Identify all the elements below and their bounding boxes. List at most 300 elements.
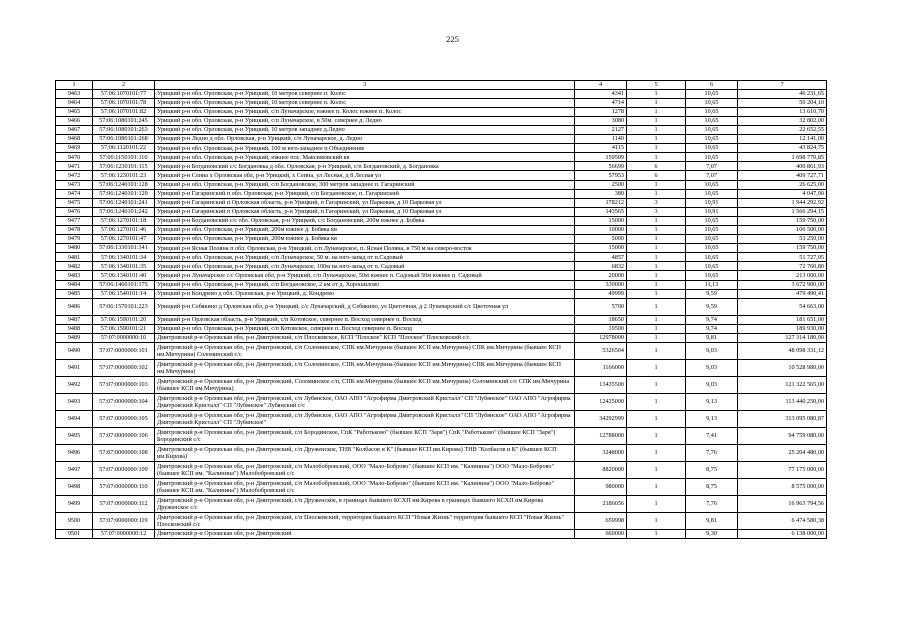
area-cell: 660000 (575, 530, 627, 539)
area-cell: 13435500 (575, 377, 627, 394)
rate-cell: 9,81 (686, 513, 738, 530)
area-cell: 159509 (575, 153, 627, 162)
header-cell-6: 6 (686, 81, 738, 90)
cadastral-number-cell: 57:06:1540101:14 (93, 289, 155, 298)
table-row (56, 280, 827, 289)
area-cell: 56699 (575, 162, 627, 171)
rate-cell: 10,65 (686, 189, 738, 198)
address-cell: Дмитровский р-н Орловская обл, р-н Дмитровский, с/п Лубянское, ОАО АПО "Агрофирма Дмитровский Кристалл" СП "Лубянское" ОАО АПО "Агрофирма Дмитровский Кристалл" СП "Лубянское" Лубянский с/с (155, 394, 575, 411)
rate-cell: 10,65 (686, 98, 738, 107)
row-number-cell: 9493 (56, 394, 93, 411)
address-cell: Дмитровский р-н Орловская обл, р-н Дмитровский, с/п Друженское, ТНВ "Колбасов и К" (бывшее КСП им.Кирова) ТНВ "Колбасов и К" (бывшее КСП им.Кирова) (155, 445, 575, 462)
category-cell: 1 (627, 513, 686, 530)
row-number-cell: 9499 (56, 496, 93, 513)
rate-cell: 9,30 (686, 530, 738, 539)
address-cell: Урицкий р-н Ледно д обл. Орловская, р-н Урицкий, с/п Луначарское, д. Ледно (155, 135, 575, 144)
table-row (56, 360, 827, 377)
category-cell: 1 (627, 280, 686, 289)
area-cell: 15000 (575, 216, 627, 225)
rate-cell: 7,07 (686, 171, 738, 180)
row-number-cell: 9492 (56, 377, 93, 394)
category-cell: 1 (627, 180, 686, 189)
table-row (56, 244, 827, 253)
address-cell: Дмитровский р-н Орловская обл, р-н Дмитровский, с/п Соломинское, СПК им.Мичурина (бывшее КСП им.Мичурина) СПК им.Мичурина (бывшее КСП им.Мичурина) (155, 360, 575, 377)
area-cell: 178212 (575, 198, 627, 207)
area-cell: 330000 (575, 280, 627, 289)
address-cell: Урицкий р-н обл. Орловская, р-н Урицкий, с/п Луначарское, в 50м. севернее д. Ледно (155, 116, 575, 125)
header-cell-3: 3 (155, 81, 575, 90)
cadastral-number-cell: 57:06:1340101:40 (93, 271, 155, 280)
value-cell: 1 944 292,92 (738, 198, 827, 207)
cadastral-number-cell: 57:07:0000000:110 (93, 479, 155, 496)
rate-cell: 8,75 (686, 479, 738, 496)
cadastral-number-cell: 57:06:1340101:34 (93, 253, 155, 262)
address-cell: Урицкий р-н Сеина х Орловская обл, р-н Урицкий, х Сеина, ул Лесная, д 8 Лесная ул (155, 171, 575, 180)
rate-cell: 10,65 (686, 226, 738, 235)
rate-cell: 9,03 (686, 360, 738, 377)
area-cell: 3248000 (575, 445, 627, 462)
category-cell: 1 (627, 289, 686, 298)
address-cell: Урицкий р-н Гагаринский п Орловская область, р-н Урицкий, п Гагаринский, ул Парковая, д 10 Парковая ул (155, 198, 575, 207)
table-row (56, 162, 827, 171)
table-row (56, 315, 827, 324)
address-cell: Урицкий р-н обл. Орловская, р-н Урицкий, 100 м юго-западнее п Объединение (155, 144, 575, 153)
category-cell: 1 (627, 394, 686, 411)
cadastral-number-cell: 57:06:1240101:128 (93, 180, 155, 189)
category-cell: 3 (627, 207, 686, 216)
category-cell: 1 (627, 496, 686, 513)
table-row (56, 125, 827, 134)
rate-cell: 7,07 (686, 162, 738, 171)
row-number-cell: 9466 (56, 116, 93, 125)
header-cell-1: 1 (56, 81, 93, 90)
category-cell: 1 (627, 235, 686, 244)
value-cell: 43 824,75 (738, 144, 827, 153)
value-cell: 479 490,41 (738, 289, 827, 298)
area-cell: 5326504 (575, 343, 627, 360)
row-number-cell: 9501 (56, 530, 93, 539)
category-cell: 1 (627, 89, 686, 98)
rate-cell: 10,65 (686, 235, 738, 244)
table-row (56, 107, 827, 116)
address-cell: Урицкий р-н обл. Орловская, р-н Урицкий, с/п Луначарское, южнее п. Колос южнее п. Колос (155, 107, 575, 116)
value-cell: 25 204 480,00 (738, 445, 827, 462)
table-body (56, 89, 827, 539)
value-cell: 54 663,00 (738, 298, 827, 315)
area-cell: 15000 (575, 244, 627, 253)
rate-cell: 9,74 (686, 315, 738, 324)
category-cell: 1 (627, 445, 686, 462)
rate-cell: 10,65 (686, 216, 738, 225)
rate-cell: 9,03 (686, 343, 738, 360)
row-number-cell: 9500 (56, 513, 93, 530)
category-cell: 1 (627, 530, 686, 539)
cadastral-number-cell: 57:07:0000000:12 (93, 530, 155, 539)
cadastral-number-cell: 57:06:1570101:223 (93, 298, 155, 315)
table-row (56, 271, 827, 280)
value-cell: 1 566 294,15 (738, 207, 827, 216)
row-number-cell: 9488 (56, 324, 93, 333)
row-number-cell: 9478 (56, 226, 93, 235)
cadastral-number-cell: 57:06:1150101:110 (93, 153, 155, 162)
value-cell: 189 930,00 (738, 324, 827, 333)
value-cell: 1 698 770,85 (738, 153, 827, 162)
rate-cell: 9,59 (686, 289, 738, 298)
area-cell: 5700 (575, 298, 627, 315)
table-row (56, 189, 827, 198)
address-cell: Урицкий р-н обл. Орловская, р-н Урицкий, с/п Котовское, севернее п. Восход севернее п. Восход (155, 324, 575, 333)
table-row (56, 144, 827, 153)
cadastral-number-cell: 57:06:1590101:20 (93, 315, 155, 324)
value-cell: 106 500,00 (738, 226, 827, 235)
category-cell: 1 (627, 428, 686, 445)
value-cell: 313 095 080,87 (738, 411, 827, 428)
cadastral-table (55, 80, 826, 539)
row-number-cell: 9497 (56, 462, 93, 479)
row-number-cell: 9487 (56, 315, 93, 324)
value-cell: 13 610,70 (738, 107, 827, 116)
value-cell: 53 250,00 (738, 235, 827, 244)
cadastral-number-cell: 57:07:0000000:112 (93, 496, 155, 513)
cadastral-number-cell: 57:06:1240101:129 (93, 189, 155, 198)
area-cell: 49999 (575, 289, 627, 298)
category-cell: 1 (627, 411, 686, 428)
rate-cell: 10,65 (686, 116, 738, 125)
address-cell: Урицкий р-н Богдановский с/с Богдановка д обл. Орловская, р-н Урицкий, с/п Богдановский, д. Богдановка (155, 162, 575, 171)
rate-cell: 10,65 (686, 253, 738, 262)
table-row (56, 235, 827, 244)
area-cell: 1278 (575, 107, 627, 116)
address-cell: Дмитровский р-н Орловская обл, р-н Дмитровский, с/п Бородинское, СпК "Работьково" (бывшее КСП "Заря") СпК "Работьково" (бывшее КСП "Заря") Бородинский с/с (155, 428, 575, 445)
area-cell: 6832 (575, 262, 627, 271)
area-cell: 12788000 (575, 428, 627, 445)
category-cell: 1 (627, 298, 686, 315)
cadastral-number-cell: 57:06:1070101:77 (93, 89, 155, 98)
row-number-cell: 9463 (56, 89, 93, 98)
rate-cell: 10,65 (686, 89, 738, 98)
area-cell: 3080 (575, 116, 627, 125)
row-number-cell: 9498 (56, 479, 93, 496)
cadastral-number-cell: 57:06:1080101:245 (93, 116, 155, 125)
table-row (56, 324, 827, 333)
area-cell: 659998 (575, 513, 627, 530)
table-row (56, 462, 827, 479)
header-cell-2: 2 (93, 81, 155, 90)
address-cell: Дмитровский р-н Орловская обл, р-н Дмитровский, с/п Соломинское, СПК им.Мичурина (бывшее КСП им.Мичурина) СПК им.Мичурина (бывшее КСП им.Мичурина) Соломинский с/с (155, 343, 575, 360)
value-cell: 26 625,00 (738, 180, 827, 189)
row-number-cell: 9489 (56, 333, 93, 342)
row-number-cell: 9481 (56, 253, 93, 262)
cadastral-number-cell: 57:07:0000000:102 (93, 360, 155, 377)
category-cell: 1 (627, 189, 686, 198)
category-cell: 1 (627, 343, 686, 360)
table-row (56, 298, 827, 315)
cadastral-number-cell: 57:06:1070101:82 (93, 107, 155, 116)
table-row (56, 445, 827, 462)
address-cell: Урицкий р-н обл. Орловская, р-н Урицкий, южнее пос. Максимовский кв (155, 153, 575, 162)
cadastral-number-cell: 57:07:0000000:105 (93, 411, 155, 428)
area-cell: 380 (575, 189, 627, 198)
address-cell: Урицкий р-н обл. Орловская, р-н Урицкий, с/п Богдановское, 2 км от д. Хорошилово (155, 280, 575, 289)
table-row (56, 411, 827, 428)
value-cell: 121 322 565,00 (738, 377, 827, 394)
rate-cell: 9,81 (686, 333, 738, 342)
address-cell: Урицкий р-н Себякино д Орловская обл, р-н Урицкий, с/с Луначарский, д Себякино, ул Цветочная, д 2 Луначарский с/с Цветочная ул (155, 298, 575, 315)
table-row (56, 198, 827, 207)
data-table (55, 80, 827, 539)
table-row (56, 496, 827, 513)
category-cell: 1 (627, 333, 686, 342)
cadastral-number-cell: 57:07:0000000:106 (93, 428, 155, 445)
table-row (56, 226, 827, 235)
address-cell: Урицкий р-н обл. Орловская, р-н Урицкий, 10 метров западнее д.Ледно (155, 125, 575, 134)
area-cell: 12425000 (575, 394, 627, 411)
row-number-cell: 9494 (56, 411, 93, 428)
address-cell: Урицкий р-н обл. Орловская, р-н Урицкий, 10 метров севернее п. Колос (155, 98, 575, 107)
address-cell: Урицкий р-н обл. Орловская, р-н Урицкий, 10 метров севернее п. Колос (155, 89, 575, 98)
value-cell: 8 575 000,00 (738, 479, 827, 496)
table-row (56, 89, 827, 98)
table-row (56, 377, 827, 394)
value-cell: 113 440 250,00 (738, 394, 827, 411)
category-cell: 1 (627, 253, 686, 262)
value-cell: 77 175 000,00 (738, 462, 827, 479)
area-cell: 12978000 (575, 333, 627, 342)
category-cell: 1 (627, 479, 686, 496)
value-cell: 181 651,00 (738, 315, 827, 324)
category-cell: 1 (627, 462, 686, 479)
category-cell: 1 (627, 377, 686, 394)
category-cell: 1 (627, 324, 686, 333)
area-cell: 10000 (575, 226, 627, 235)
row-number-cell: 9483 (56, 271, 93, 280)
row-number-cell: 9482 (56, 262, 93, 271)
value-cell: 10 528 980,00 (738, 360, 827, 377)
address-cell: Дмитровский р-н Орловская обл, р-н Дмитровский, с/п Малобобровский, ООО "Мало-Боброво" (бывшее КСП им. "Калинина") ООО "Мало-Боброво" (бывшее КСП им. "Калинина") Малобобровский с/с (155, 462, 575, 479)
table-row (56, 428, 827, 445)
address-cell: Урицкий р-н обл. Орловская, р-н Урицкий, 200м южнее д. Бобяка кв (155, 226, 575, 235)
row-number-cell: 9496 (56, 445, 93, 462)
address-cell: Урицкий р-н Гагаринский п обл. Орловская, р-н Урицкий, с/п Богдановское, п. Гагаринский (155, 189, 575, 198)
cadastral-number-cell: 57:07:0000000:119 (93, 513, 155, 530)
category-cell: 1 (627, 226, 686, 235)
address-cell: Дмитровский р-н Орловская обл, р-н Дмитровский, с/п Плосковский, территория бывшего КСП "Новая Жизнь" территория бывшего КСП "Новая Жизнь" Плосковский с/с (155, 513, 575, 530)
value-cell: 213 000,00 (738, 271, 827, 280)
cadastral-number-cell: 57:07:0000000:101 (93, 343, 155, 360)
row-number-cell: 9484 (56, 280, 93, 289)
row-number-cell: 9490 (56, 343, 93, 360)
value-cell: 159 750,00 (738, 244, 827, 253)
category-cell: 1 (627, 360, 686, 377)
value-cell: 32 802,00 (738, 116, 827, 125)
area-cell: 4115 (575, 144, 627, 153)
value-cell: 51 727,05 (738, 253, 827, 262)
table-row (56, 343, 827, 360)
category-cell: 1 (627, 135, 686, 144)
row-number-cell: 9486 (56, 298, 93, 315)
address-cell: Дмитровский р-н Орловская обл, р-н Дмитровский (155, 530, 575, 539)
address-cell: Урицкий р-н Ясная Поляна п обл. Орловская, р-н Урицкий, с/п Луначарское, п. Ясная Поляна, в 750 м на северо-восток (155, 244, 575, 253)
area-cell: 8820000 (575, 462, 627, 479)
row-number-cell: 9480 (56, 244, 93, 253)
cadastral-number-cell: 57:06:1270101:18 (93, 216, 155, 225)
category-cell: 1 (627, 244, 686, 253)
value-cell: 3 672 900,00 (738, 280, 827, 289)
category-cell: 1 (627, 144, 686, 153)
address-cell: Дмитровский р-н Орловская обл, р-н Дмитровский, с/п Друженское, в границах бывшего КСХП им.Кирова в границах бывшего КСХП им.Кирова Друженское с/с (155, 496, 575, 513)
area-cell: 18650 (575, 315, 627, 324)
address-cell: Урицкий р-н Луначарское с/с Орловская обл, р-н Урицкий, с/п Луначарское, 50м южнее п. Садовый 50м южнее п. Садовый (155, 271, 575, 280)
address-cell: Урицкий р-н Богдановский с/с обл. Орловская, р-н Урицкий, с/с Богдановский, 200м южнее д. Бобяка (155, 216, 575, 225)
row-number-cell: 9467 (56, 125, 93, 134)
address-cell: Дмитровский р-н Орловская обл, р-н Дмитровский, с/п Лубянское, ОАО АПО "Агрофирма Дмитровский Кристалл" СП "Лубянское" ОАО АПО "Агрофирма Дмитровский Кристалл" СП "Лубянское" (155, 411, 575, 428)
rate-cell: 8,75 (686, 462, 738, 479)
cadastral-number-cell: 57:06:1070101:78 (93, 98, 155, 107)
area-cell: 4714 (575, 98, 627, 107)
rate-cell: 10,65 (686, 144, 738, 153)
table-row (56, 98, 827, 107)
area-cell: 143565 (575, 207, 627, 216)
rate-cell: 7,41 (686, 428, 738, 445)
rate-cell: 11,13 (686, 280, 738, 289)
cadastral-number-cell: 57:06:1080101:268 (93, 135, 155, 144)
rate-cell: 9,13 (686, 411, 738, 428)
address-cell: Дмитровский р-н Орловская обл, р-н Дмитровский, с/п Плосковское, КСП "Плоское" КСП "Плоское" Плосковский с/с (155, 333, 575, 342)
value-cell: 48 098 331,12 (738, 343, 827, 360)
value-cell: 22 652,55 (738, 125, 827, 134)
value-cell: 400 861,93 (738, 162, 827, 171)
category-cell: 1 (627, 98, 686, 107)
table-row (56, 153, 827, 162)
value-cell: 46 231,65 (738, 89, 827, 98)
value-cell: 127 314 180,00 (738, 333, 827, 342)
table-row (56, 180, 827, 189)
area-cell: 2500 (575, 180, 627, 189)
value-cell: 6 138 000,00 (738, 530, 827, 539)
cadastral-number-cell: 57:06:1270101:47 (93, 235, 155, 244)
category-cell: 1 (627, 116, 686, 125)
rate-cell: 10,65 (686, 271, 738, 280)
rate-cell: 10,65 (686, 244, 738, 253)
cadastral-number-cell: 57:07:0000000:104 (93, 394, 155, 411)
cadastral-number-cell: 57:06:1330101:141 (93, 244, 155, 253)
cadastral-number-cell: 57:06:1340101:35 (93, 262, 155, 271)
area-cell: 20000 (575, 271, 627, 280)
category-cell: 6 (627, 162, 686, 171)
table-row (56, 394, 827, 411)
address-cell: Урицкий р-н обл. Орловская, р-н Урицкий, 200м южнее д. Бобяка кв (155, 235, 575, 244)
table-row (56, 333, 827, 342)
category-cell: 3 (627, 198, 686, 207)
area-cell: 4341 (575, 89, 627, 98)
table-row (56, 530, 827, 539)
rate-cell: 9,74 (686, 324, 738, 333)
category-cell: 1 (627, 153, 686, 162)
cadastral-number-cell: 57:07:0000000:108 (93, 445, 155, 462)
cadastral-number-cell: 57:06:1120101:22 (93, 144, 155, 153)
category-cell: 1 (627, 107, 686, 116)
rate-cell: 10,65 (686, 107, 738, 116)
address-cell: Урицкий р-н Кондрево д обл. Орловская, р-н Урицкий, д. Кондрево (155, 289, 575, 298)
address-cell: Урицкий р-н обл. Орловская, р-н Урицкий, с/п Луначарское, 100м на юго-запад от п. Садовый (155, 262, 575, 271)
table-row (56, 207, 827, 216)
rate-cell: 10,65 (686, 135, 738, 144)
rate-cell: 10,65 (686, 125, 738, 134)
cadastral-number-cell: 57:07:0000000:10 (93, 333, 155, 342)
row-number-cell: 9468 (56, 135, 93, 144)
rate-cell: 9,13 (686, 394, 738, 411)
header-row (56, 81, 827, 90)
table-row (56, 116, 827, 125)
table-row (56, 513, 827, 530)
table-row (56, 253, 827, 262)
value-cell: 50 204,10 (738, 98, 827, 107)
address-cell: Урицкий р-н обл. Орловская, р-н Урицкий, с/п Богдановское, 300 метров западнее п. Гагаринский (155, 180, 575, 189)
row-number-cell: 9476 (56, 207, 93, 216)
row-number-cell: 9473 (56, 180, 93, 189)
category-cell: 1 (627, 216, 686, 225)
table-row (56, 216, 827, 225)
table-row (56, 289, 827, 298)
category-cell: 1 (627, 315, 686, 324)
rate-cell: 10,91 (686, 198, 738, 207)
table-row (56, 135, 827, 144)
table-row (56, 171, 827, 180)
cadastral-number-cell: 57:06:1080101:263 (93, 125, 155, 134)
row-number-cell: 9472 (56, 171, 93, 180)
row-number-cell: 9477 (56, 216, 93, 225)
header-cell-7: 7 (738, 81, 827, 90)
rate-cell: 9,59 (686, 298, 738, 315)
value-cell: 4 047,00 (738, 189, 827, 198)
row-number-cell: 9479 (56, 235, 93, 244)
rate-cell: 9,03 (686, 377, 738, 394)
cadastral-number-cell: 57:06:1240101:241 (93, 198, 155, 207)
row-number-cell: 9491 (56, 360, 93, 377)
cadastral-number-cell: 57:06:1240101:242 (93, 207, 155, 216)
value-cell: 12 141,00 (738, 135, 827, 144)
row-number-cell: 9485 (56, 289, 93, 298)
category-cell: 1 (627, 125, 686, 134)
address-cell: Урицкий р-н обл. Орловская, р-н Урицкий, с/п Луначарское, 50 м. на юго-запад от п.Садовый (155, 253, 575, 262)
area-cell: 57953 (575, 171, 627, 180)
area-cell: 5000 (575, 235, 627, 244)
area-cell: 980000 (575, 479, 627, 496)
rate-cell: 7,76 (686, 445, 738, 462)
row-number-cell: 9495 (56, 428, 93, 445)
address-cell: Дмитровский р-н Орловская обл, р-н Дмитровский, Соломинское с/п, СПК им.Мичурина (бывшее КСП им.Мичурина) Соломинский с/с СПК им.Мичурина (бывшее КСП им.Мичурина) (155, 377, 575, 394)
value-cell: 409 727,71 (738, 171, 827, 180)
table-row (56, 479, 827, 496)
rate-cell: 10,65 (686, 262, 738, 271)
rate-cell: 10,65 (686, 153, 738, 162)
header-cell-5: 5 (627, 81, 686, 90)
cadastral-number-cell: 57:06:1590101:21 (93, 324, 155, 333)
area-cell: 4857 (575, 253, 627, 262)
address-cell: Урицкий р-н Гагаринский п Орловская область, р-н Урицкий, п Гагаринский, ул Парковая, д 10 Парковая ул (155, 207, 575, 216)
category-cell: 6 (627, 171, 686, 180)
area-cell: 19500 (575, 324, 627, 333)
page-number: 225 (446, 34, 459, 44)
table-row (56, 262, 827, 271)
area-cell: 1140 (575, 135, 627, 144)
value-cell: 159 750,00 (738, 216, 827, 225)
rate-cell: 10,65 (686, 180, 738, 189)
cadastral-number-cell: 57:06:1460101:175 (93, 280, 155, 289)
rate-cell: 7,76 (686, 496, 738, 513)
address-cell: Дмитровский р-н Орловская обл, р-н Дмитровский, с/п Малобобровский, ООО "Мало-Боброво" (бывшее КСП им. "Калинина") ООО "Мало-Боброво" (бывшее КСП им. "Калинина") Малобобровский с/с (155, 479, 575, 496)
category-cell: 1 (627, 271, 686, 280)
